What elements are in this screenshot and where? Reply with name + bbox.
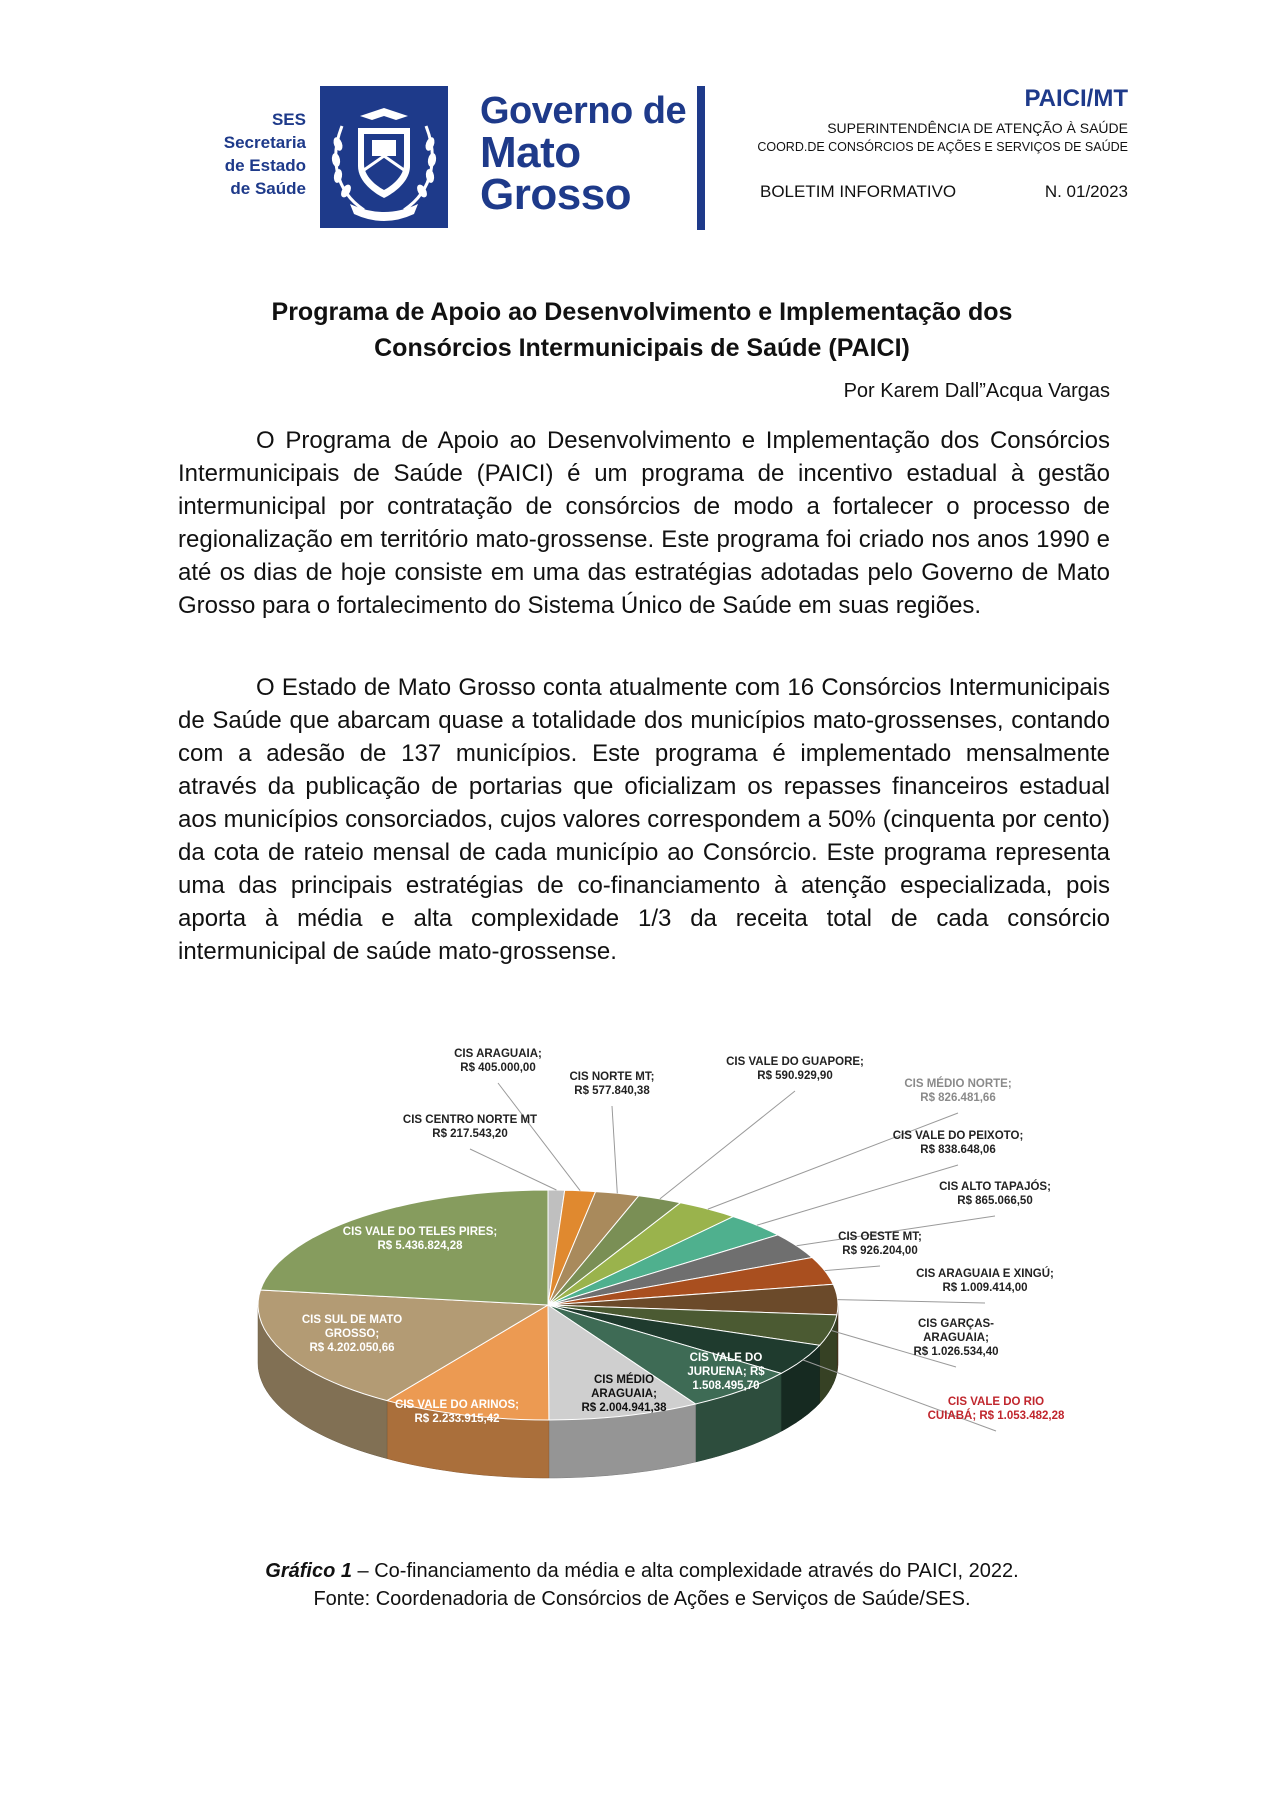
title-line: Programa de Apoio ao Desenvolvimento e Implementação dos [271,298,1013,326]
slice-label: CIS MÉDIO NORTE; R$ 826.481,66 [904,1078,1012,1104]
slice-label: CIS VALE DO PEIXOTO; R$ 838.648,06 [892,1130,1024,1156]
gov-line: Mato [480,128,581,177]
slice-label: CIS VALE DO GUAPORE; R$ 590.929,90 [726,1056,864,1082]
bulletin-number: N. 01/2023 [1044,182,1128,201]
slice-label: CIS MÉDIO ARAGUAIA; R$ 2.004.941,38 [581,1374,667,1414]
article-title [160,294,1124,366]
governo-mato-grosso-wordmark [480,90,687,219]
leader-line [708,1113,958,1209]
slice-label: CIS NORTE MT; R$ 577.840,38 [569,1071,655,1097]
ses-line: de Saúde [230,179,306,198]
program-name: PAICI/MT [1024,85,1128,112]
ses-line: SES [271,110,306,129]
pie-chart-svg [0,1000,1284,1560]
paragraph-1: O Programa de Apoio ao Desenvolvimento e Implementação dos Consórcios Intermunicipais de Saúde (PAICI) é um programa de incentivo estadual à gestão intermunicipal por contratação de consórcios de modo a fortalecer o processo de regionalização em território mato-grossense. Este programa foi criado nos anos 1990 e até os dias de hoje consiste em uma das estratégias adotadas pelo Governo de Mato Grosso para o fortalecimento do Sistema Único de Saúde em suas regiões. [178,427,1110,619]
leader-line [498,1083,580,1191]
caption-label: Gráfico 1 [265,1560,352,1582]
slice-label: CIS CENTRO NORTE MT R$ 217.543,20 [402,1114,538,1140]
slice-label: CIS OESTE MT; R$ 926.204,00 [838,1231,922,1257]
gov-line: Governo de [480,90,687,132]
pie-chart [0,1000,1284,1560]
ses-line: de Estado [224,156,306,175]
slice-label: CIS VALE DO RIO CUIABÁ; R$ 1.053.482,28 [927,1396,1065,1422]
slice-label: CIS VALE DO JURUENA; R$ 1.508.495,70 [687,1352,765,1392]
paragraph-2: O Estado de Mato Grosso conta atualmente com 16 Consórcios Intermunicipais de Saúde que abarcam quase a totalidade dos municípios mato-grossenses, contando com a adesão de 137 municípios. Este programa é implementado mensalmente através da publicação de portarias que oficializam os repasses financeiros estadual aos municípios consorciados, cujos valores correspondem a 50% (cinquenta por cento) da cota de rateio mensal de cada município ao Consórcio. Este programa representa uma das principais estratégias de co-financiamento à atenção especializada, pois aporta à média e alta complexidade 1/3 da receita total de cada consórcio intermunicipal de saúde mato-grossense. [178,674,1110,965]
slice-label: CIS VALE DO ARINOS; R$ 2.233.915,42 [395,1399,519,1425]
ses-line: Secretaria [223,133,306,152]
coat-of-arms-icon [320,86,448,228]
slice-label: CIS ALTO TAPAJÓS; R$ 865.066,50 [939,1181,1051,1207]
leader-line [660,1091,795,1199]
title-line: Consórcios Intermunicipais de Saúde (PAICI) [374,334,910,362]
caption-source: Fonte: Coordenadoria de Consórcios de Ações e Serviços de Saúde/SES. [313,1588,971,1610]
leader-line [470,1149,556,1190]
slice-label: CIS ARAGUAIA; R$ 405.000,00 [454,1048,542,1074]
slice-label: CIS GARÇAS-ARAGUAIA; R$ 1.026.534,40 [913,1318,999,1358]
leader-line [838,1300,985,1303]
boletim-label: BOLETIM INFORMATIVO [760,182,957,201]
superintendencia-label: SUPERINTENDÊNCIA DE ATENÇÃO À SAÚDE [827,120,1128,136]
header-divider [697,86,705,230]
state-coat-of-arms-logo [320,86,448,228]
header-right [757,84,1128,156]
caption-text: – Co-financiamento da média e alta complexidade através do PAICI, 2022. [352,1560,1019,1582]
leader-line [612,1106,617,1193]
slice-label: CIS SUL DE MATO GROSSO; R$ 4.202.050,66 [301,1314,403,1354]
author-byline: Por Karem Dall”Acqua Vargas [843,380,1110,402]
ses-label [196,108,306,200]
leader-line [825,1266,880,1271]
coordenacao-label: COORD.DE CONSÓRCIOS DE AÇÕES E SERVIÇOS DE SAÚDE [757,140,1128,154]
figure-caption [0,1557,1284,1613]
slice-label: CIS ARAGUAIA E XINGÚ; R$ 1.009.414,00 [916,1268,1054,1294]
gov-line: Grosso [480,170,632,219]
leader-line [757,1165,958,1225]
slice-label: CIS VALE DO TELES PIRES; R$ 5.436.824,28 [342,1226,498,1252]
